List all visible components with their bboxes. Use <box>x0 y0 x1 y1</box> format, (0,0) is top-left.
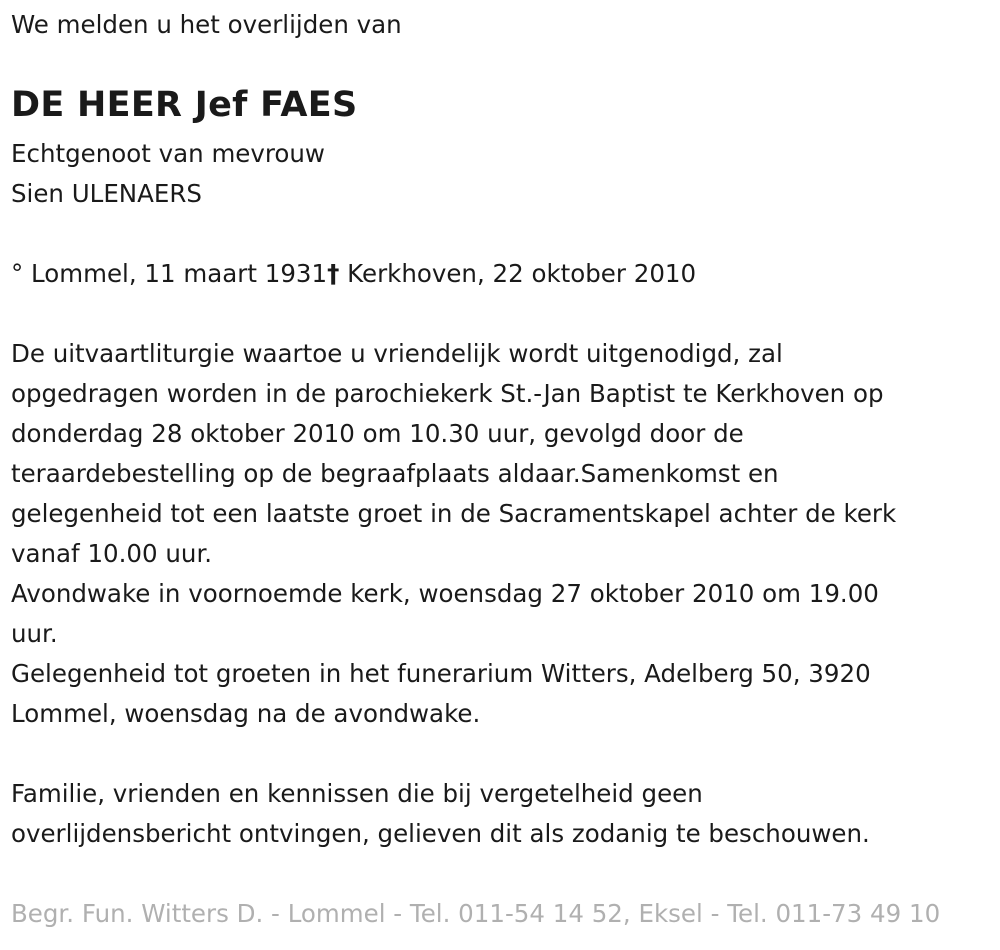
cross-icon: † <box>327 259 340 288</box>
closing-note <box>11 774 870 854</box>
funeral-line: Avondwake in voornoemde kerk, woensdag 27 oktober 2010 om 19.00 <box>11 579 879 608</box>
deceased-name: DE HEER Jef FAES <box>11 85 358 125</box>
funeral-details <box>11 334 896 734</box>
funeral-line: gelegenheid tot een laatste groet in de Sacramentskapel achter de kerk <box>11 499 897 528</box>
funeral-line: vanaf 10.00 uur. <box>11 539 213 568</box>
intro-text: We melden u het overlijden van <box>11 10 402 39</box>
closing-line: overlijdensbericht ontvingen, gelieven dit als zodanig te beschouwen. <box>11 819 870 848</box>
death-info: Kerkhoven, 22 oktober 2010 <box>339 259 697 288</box>
funeral-line: De uitvaartliturgie waartoe u vriendelijk wordt uitgenodigd, zal <box>11 339 783 368</box>
spouse-block <box>11 134 325 214</box>
funeral-line: opgedragen worden in de parochiekerk St.-Jan Baptist te Kerkhoven op <box>11 379 884 408</box>
funeral-line: teraardebestelling op de begraafplaats aldaar.Samenkomst en <box>11 459 779 488</box>
life-dates <box>11 254 696 294</box>
funeral-home-footer: Begr. Fun. Witters D. - Lommel - Tel. 011-54 14 52, Eksel - Tel. 011-73 49 10 <box>11 899 941 928</box>
funeral-line: Gelegenheid tot groeten in het funerarium Witters, Adelberg 50, 3920 <box>11 659 871 688</box>
closing-line: Familie, vrienden en kennissen die bij vergetelheid geen <box>11 779 703 808</box>
birth-info: ° Lommel, 11 maart 1931 <box>11 259 328 288</box>
funeral-line: uur. <box>11 619 58 648</box>
spouse-name: Sien ULENAERS <box>11 179 202 208</box>
spouse-line: Echtgenoot van mevrouw <box>11 139 325 168</box>
funeral-line: Lommel, woensdag na de avondwake. <box>11 699 481 728</box>
funeral-line: donderdag 28 oktober 2010 om 10.30 uur, gevolgd door de <box>11 419 744 448</box>
